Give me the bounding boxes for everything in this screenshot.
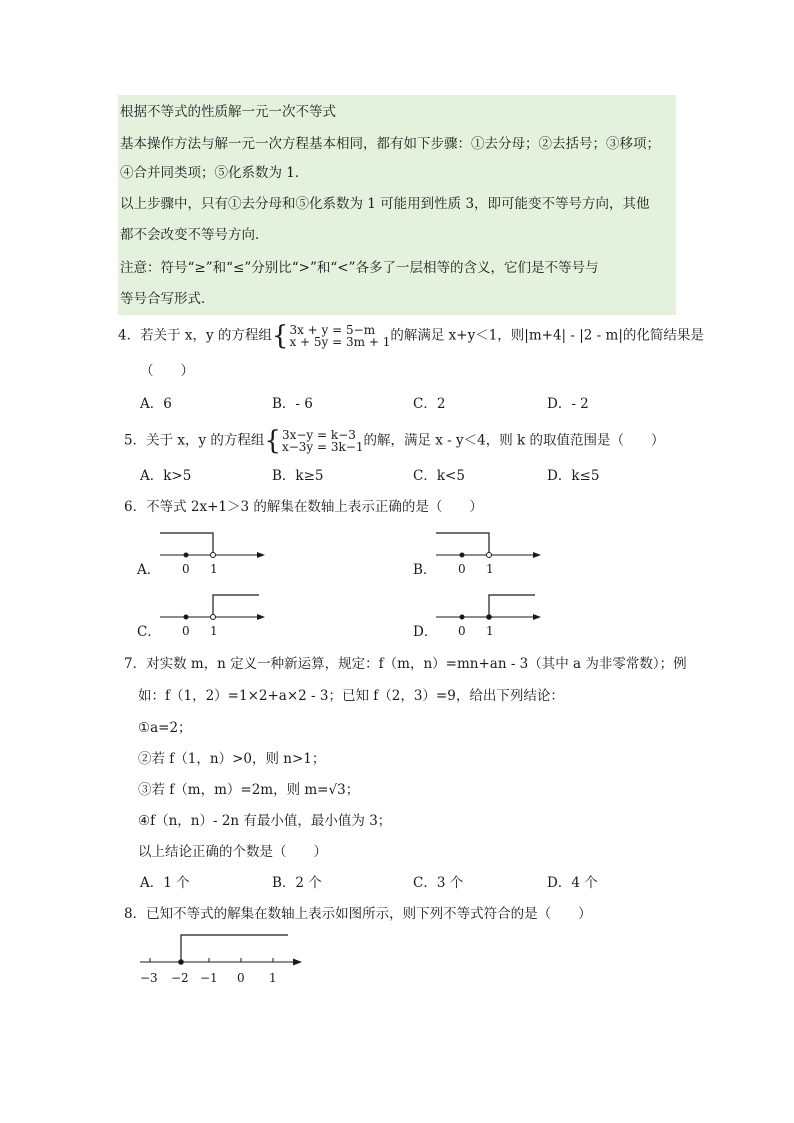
question-7-stem-line1: 7．对实数 m，n 定义一种新运算，规定：f（m，n）=mn+an - 3（其中 a 为非零常数）；例 (124, 656, 687, 672)
tick-label: −2 (171, 971, 189, 985)
conclusion-1: ①a=2； (138, 720, 192, 736)
option-a: A．6 (140, 396, 172, 412)
tick-label: 0 (458, 562, 466, 576)
note-line: ④合并同类项；⑤化系数为 1． (120, 165, 309, 181)
option-d: D．4 个 (547, 875, 598, 891)
note-line: 都不会改变不等号方向． (120, 227, 269, 243)
question-4-paren: （ ） (140, 363, 194, 379)
conclusion-4: ④f（n，n）- 2n 有最小值，最小值为 3； (138, 813, 392, 829)
question-5-stem: 5．关于 x，y 的方程组 { 3x−y = k−3 x−3y = 3k−1 的解，满足 x - y＜4，则 k 的取值范围是（ ） (124, 426, 665, 456)
solution-ray (489, 595, 535, 617)
note-line: 以上步骤中，只有①去分母和⑤化系数为 1 可能用到性质 3，即可能变不等号方向，其他 (120, 196, 650, 212)
option-b-label: B． (413, 562, 437, 578)
option-c: C．k<5 (413, 468, 465, 484)
number-line-option-b (431, 530, 551, 590)
option-c: C．2 (413, 396, 446, 412)
option-d: D．- 2 (547, 396, 589, 412)
arrow-right-icon (257, 614, 265, 620)
note-line: 注意：符号“≥”和“≤”分别比“>”和“<”各多了一层相等的含义，它们是不等号与 (120, 260, 599, 276)
equation-2: x + 5y = 3m + 1 (289, 335, 391, 349)
tick-label: −3 (140, 971, 158, 985)
option-c: C．3 个 (413, 875, 464, 891)
equation-1: 3x−y = k−3 (281, 428, 356, 442)
option-b: B．- 6 (272, 396, 313, 412)
solution-ray (160, 533, 213, 555)
number-line-option-d (431, 592, 551, 652)
endpoint-closed (486, 614, 492, 620)
option-a-label: A． (137, 562, 161, 578)
conclusion-3: ③若 f（m，m）=2m，则 m=√3； (138, 782, 360, 798)
tick-label: 1 (210, 562, 218, 576)
note-title: 根据不等式的性质解一元一次不等式 (120, 104, 336, 120)
arrow-right-icon (533, 552, 541, 558)
option-b: B．k≥5 (272, 468, 324, 484)
question-4-stem: 4．若关于 x，y 的方程组 { 3x + y = 5−m x + 5y = 3m + 1 的解满足 x+y＜1，则|m+4| - |2 - m|的化简结果是 (118, 321, 704, 351)
option-d-label: D． (413, 624, 438, 640)
tick-label: 1 (486, 562, 494, 576)
knowledge-note-box (118, 95, 676, 315)
left-brace-icon: { (264, 426, 281, 456)
arrow-right-icon (293, 959, 302, 966)
left-brace-icon: { (271, 321, 289, 351)
tick-label: 0 (458, 624, 466, 638)
number-line-option-c (155, 592, 275, 652)
note-line: 基本操作方法与解一元一次方程基本相同，都有如下步骤：①去分母；②去括号；③移项； (120, 136, 660, 152)
tick-label: 1 (210, 624, 218, 638)
endpoint-open (211, 553, 216, 558)
endpoint-open (487, 553, 492, 558)
number-line-question-8 (138, 930, 313, 990)
option-a: A．1 个 (140, 875, 190, 891)
question-7-ask: 以上结论正确的个数是（ ） (138, 844, 327, 860)
tick-dot (184, 553, 189, 558)
endpoint-closed (178, 959, 184, 965)
arrow-right-icon (257, 552, 265, 558)
number-line-option-a (155, 530, 275, 590)
option-d: D．k≤5 (547, 468, 600, 484)
equation-2: x−3y = 3k−1 (281, 440, 364, 454)
tick-label: 1 (269, 971, 277, 985)
question-6-stem: 6．不等式 2x+1＞3 的解集在数轴上表示正确的是（ ） (124, 499, 483, 515)
tick-label: −1 (200, 971, 218, 985)
question-8-stem: 8．已知不等式的解集在数轴上表示如图所示，则下列不等式符合的是（ ） (124, 906, 592, 922)
tick-dot (184, 615, 189, 620)
tick-label: 0 (237, 971, 245, 985)
option-b: B．2 个 (272, 875, 322, 891)
solution-ray (436, 533, 489, 555)
equation-1: 3x + y = 5−m (289, 323, 376, 337)
note-line: 等号合写形式． (120, 291, 215, 307)
tick-dot (460, 615, 465, 620)
arrow-right-icon (533, 614, 541, 620)
solution-ray (181, 935, 288, 962)
tick-label: 0 (182, 562, 190, 576)
tick-dot (460, 553, 465, 558)
endpoint-open (211, 615, 216, 620)
solution-ray (213, 595, 259, 617)
question-7-stem-line2: 如：f（1，2）=1×2+a×2 - 3；已知 f（2，3）=9，给出下列结论： (138, 688, 564, 704)
option-a: A．k>5 (140, 468, 192, 484)
tick-label: 1 (486, 624, 494, 638)
conclusion-2: ②若 f（1，n）>0，则 n>1； (138, 751, 326, 767)
option-c-label: C． (137, 624, 161, 640)
tick-label: 0 (182, 624, 190, 638)
